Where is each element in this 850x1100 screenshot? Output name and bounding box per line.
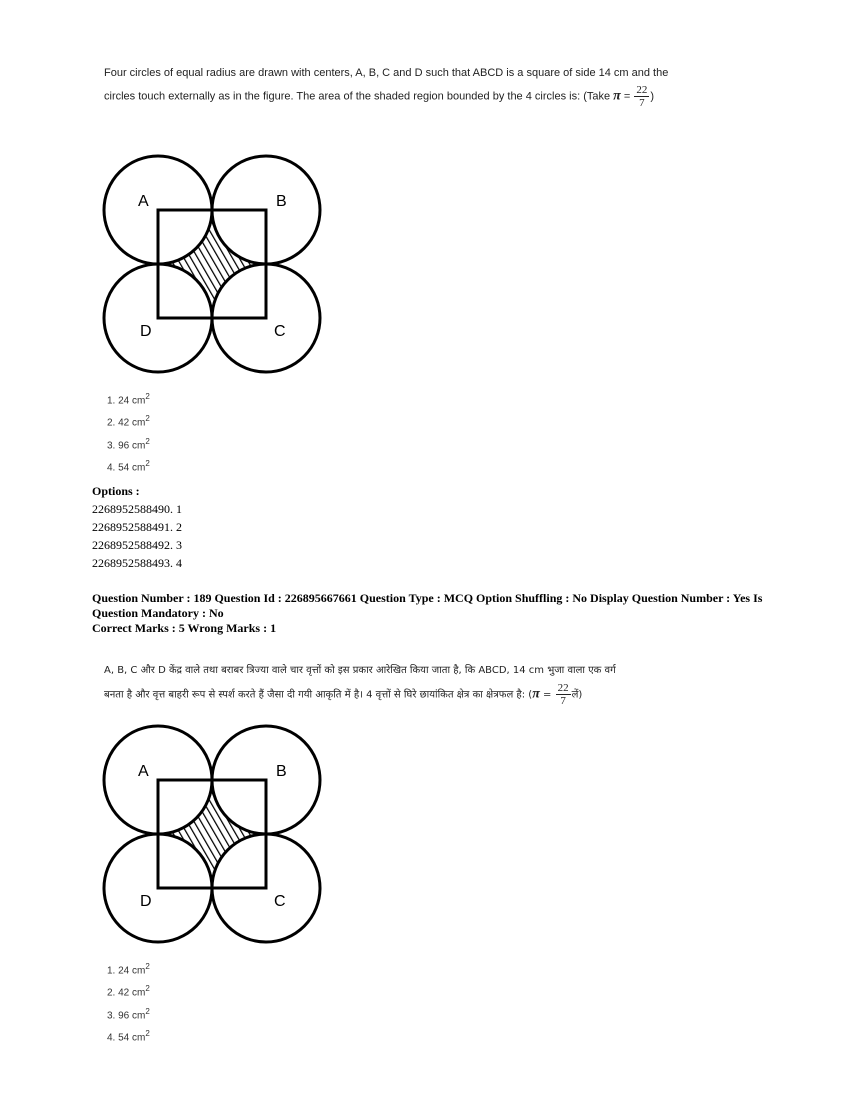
- fraction-2-numerator: 22: [557, 682, 569, 694]
- question-1-line-1: Four circles of equal radius are drawn with centers, A, B, C and D such that ABCD is a square of side 14 cm and the: [104, 67, 669, 79]
- equals-sign: =: [623, 90, 631, 103]
- pi-symbol: π: [613, 88, 621, 104]
- meta-line-2: Question Mandatory : No: [92, 606, 224, 620]
- options-heading: Options :: [92, 484, 140, 498]
- shaded-region: [158, 210, 266, 318]
- close-paren: ): [650, 90, 655, 103]
- fraction-denominator: 7: [639, 97, 645, 109]
- shaded-region-2: [158, 780, 266, 888]
- choice-2-3: 3. 96 $cm^2$: [107, 1006, 150, 1021]
- close-paren-2: लें): [571, 689, 583, 701]
- options-block: [92, 482, 782, 572]
- option-id-3: 2268952588492. 3: [92, 538, 182, 552]
- label-b: B: [276, 193, 287, 210]
- figure-1: [100, 150, 330, 390]
- question-2-text: [104, 660, 714, 707]
- label-b-2: B: [276, 763, 287, 780]
- circles-figure-1: [100, 150, 330, 390]
- option-id-1: 2268952588490. 1: [92, 502, 182, 516]
- question-1-line-2-text: circles touch externally as in the figure. The area of the shaded region bounded by the 4 circles is: (Take: [104, 90, 611, 103]
- meta-line-1: Question Number : 189 Question Id : 226895667661 Question Type : MCQ Option Shuffling : No Display Question Number : Yes Is: [92, 591, 763, 605]
- question-2-line-2: [104, 682, 714, 707]
- question-2-line-1: A, B, C और D केंद्र वाले तथा बराबर त्रिज्या वाले चार वृत्तों को इस प्रकार आरेखित किया जाता है, कि ABCD, 14 cm भुजा वाला एक वर्ग: [104, 665, 616, 676]
- choice-1: 1. 24 $cm^2$: [107, 392, 150, 407]
- label-c: C: [274, 323, 286, 340]
- fraction: [634, 84, 649, 109]
- choice-4: 4. 54 $cm^2$: [107, 458, 150, 474]
- label-c-2: C: [274, 893, 286, 910]
- label-d: D: [140, 323, 152, 340]
- question-meta: [92, 591, 782, 636]
- fraction-numerator: 22: [636, 84, 648, 96]
- question-2-line-2-text: बनता है और वृत्त बाहरी रूप से स्पर्श करते हैं जैसा दी गयी आकृति में है। 4 वृत्तों से घिरे छायांकित क्षेत्र का क्षेत्रफल है:: [104, 689, 526, 701]
- open-paren: (: [528, 689, 533, 701]
- question-1-choices: [107, 388, 150, 477]
- choice-2-1: 1. 24 $cm^2$: [107, 962, 150, 977]
- question-1-text: [104, 62, 714, 109]
- choice-2-4: 4. 54 $cm^2$: [107, 1028, 150, 1044]
- equals-sign-2: =: [543, 689, 552, 701]
- option-id-2: 2268952588491. 2: [92, 520, 182, 534]
- figure-2: [100, 720, 330, 960]
- question-1-line-2: [104, 84, 714, 109]
- circles-figure-2: [100, 720, 330, 960]
- label-a: A: [138, 193, 149, 210]
- meta-line-3: Correct Marks : 5 Wrong Marks : 1: [92, 621, 277, 635]
- choice-2-2: 2. 42 $cm^2$: [107, 984, 150, 999]
- pi-symbol-2: π: [532, 686, 540, 702]
- choice-2: 2. 42 $cm^2$: [107, 414, 150, 429]
- question-2-choices: [107, 958, 150, 1047]
- label-d-2: D: [140, 893, 152, 910]
- option-id-4: 2268952588493. 4: [92, 556, 182, 570]
- label-a-2: A: [138, 763, 149, 780]
- fraction-2-denominator: 7: [560, 695, 566, 707]
- choice-3: 3. 96 $cm^2$: [107, 436, 150, 451]
- fraction-2: [556, 682, 571, 707]
